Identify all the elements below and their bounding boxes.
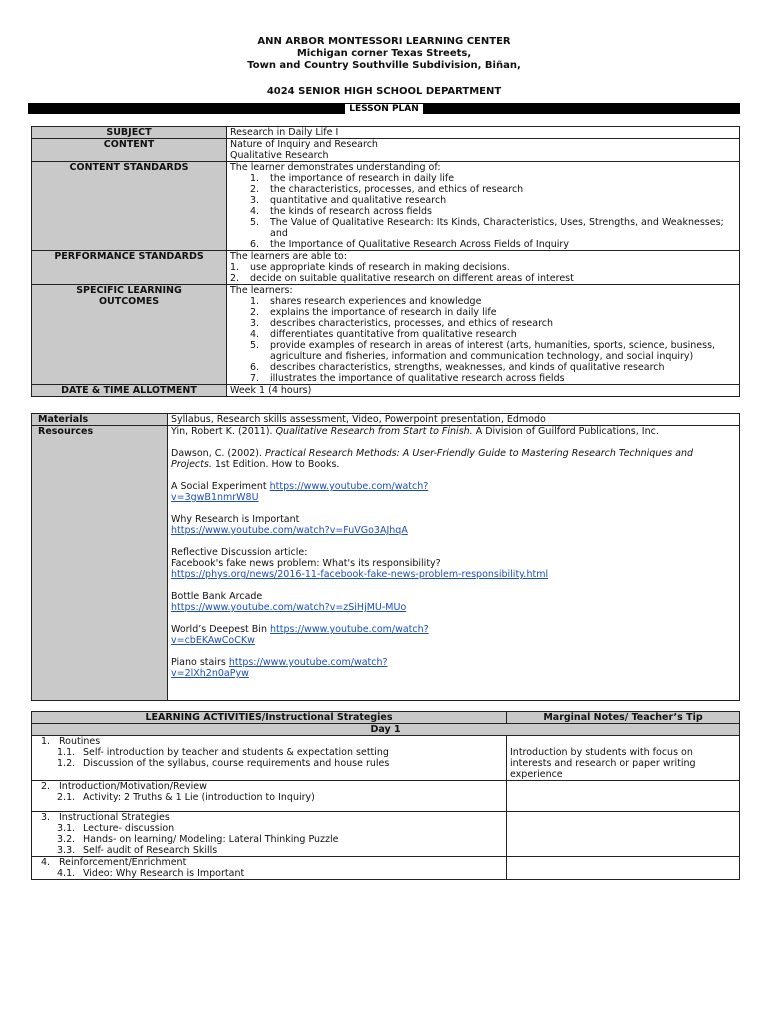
subject-row — [32, 127, 740, 139]
reinforcement-title: Reinforcement/Enrichment — [59, 857, 187, 868]
routines-title: Routines — [59, 736, 101, 747]
resource-social-experiment: A Social Experiment https://www.youtube.com/watch? — [171, 481, 429, 492]
content-standards-row — [32, 162, 740, 251]
list-item: 6. describes characteristics, strengths, weaknesses, and kinds of qualitative research — [250, 362, 665, 373]
reflective-article-link[interactable]: https://phys.org/news/2016-11-facebook-fake-news-problem-responsibility.html — [171, 569, 549, 580]
date-row — [32, 385, 740, 397]
instructional-row — [32, 812, 740, 857]
list-item: 2. the characteristics, processes, and ethics of research — [250, 184, 524, 195]
social-experiment-link-cont[interactable]: v=3gwB1nmrW8U — [171, 492, 259, 503]
list-item: 5. The Value of Qualitative Research: Its Kinds, Characteristics, Uses, Strengths, and Weaknesses; and — [250, 217, 724, 239]
outcomes-value — [227, 285, 740, 385]
resource-bottle-bank: Bottle Bank Arcade — [171, 591, 263, 602]
list-item: 4. differentiates quantitative from qualitative research — [250, 329, 517, 340]
date-label: DATE & TIME ALLOTMENT — [32, 385, 227, 397]
resource-reflective-title: Facebook's fake news problem: What's its responsibility? — [171, 558, 441, 569]
outcomes-intro: The learners: — [230, 285, 293, 296]
introduction-title: Introduction/Motivation/Review — [59, 781, 207, 792]
department-name: 4024 SENIOR HIGH SCHOOL DEPARTMENT — [266, 86, 502, 97]
resource-piano-stairs: Piano stairs https://www.youtube.com/watch? — [171, 657, 388, 668]
reference-dawson: Dawson, C. (2002). Practical Research Methods: A User-Friendly Guide to Mastering Research Techniques and Projects. 1st Edition. How to Books. — [171, 448, 694, 470]
content-standards-value — [227, 162, 740, 251]
resource-why-research: Why Research is Important — [171, 514, 300, 525]
deepest-bin-link-cont[interactable]: v=cbEKAwCoCKw — [171, 635, 255, 646]
list-item: 2. explains the importance of research in daily life — [250, 307, 497, 318]
resources-value — [168, 426, 740, 701]
deepest-bin-link[interactable]: https://www.youtube.com/watch? — [270, 624, 429, 635]
piano-stairs-link-cont[interactable]: v=2lXh2n0aPyw — [171, 668, 249, 679]
social-experiment-link[interactable]: https://www.youtube.com/watch? — [269, 481, 429, 492]
subject-value: Research in Daily Life I — [227, 127, 740, 139]
school-address-1: Michigan corner Texas Streets, — [296, 48, 472, 59]
list-item: 3. describes characteristics, processes, and ethics of research — [250, 318, 554, 329]
content-label: CONTENT — [32, 139, 227, 162]
reinforcement-cell: 4. Reinforcement/Enrichment 4.1. Video: Why Research is Important — [32, 857, 507, 880]
piano-stairs-link[interactable]: https://www.youtube.com/watch? — [228, 657, 388, 668]
list-item: 7. illustrates the importance of qualitative research across fields — [250, 373, 565, 384]
school-name: ANN ARBOR MONTESSORI LEARNING CENTER — [257, 36, 511, 47]
lesson-plan-banner — [28, 103, 740, 114]
content-value — [227, 139, 740, 162]
notes-column-header: Marginal Notes/ Teacher’s Tip — [507, 712, 740, 724]
content-line: Nature of Inquiry and Research — [230, 139, 378, 150]
day-label: Day 1 — [32, 724, 740, 736]
date-value: Week 1 (4 hours) — [227, 385, 740, 397]
routines-row — [32, 736, 740, 781]
school-address-2: Town and Country Southville Subdivision, Biñan, — [247, 60, 521, 71]
performance-list — [230, 262, 736, 284]
list-item: 6. the Importance of Qualitative Research Across Fields of Inquiry — [250, 239, 569, 250]
outcomes-row — [32, 285, 740, 385]
list-item: 1. shares research experiences and knowledge — [250, 296, 482, 307]
reinforcement-row — [32, 857, 740, 880]
introduction-cell: 2. Introduction/Motivation/Review 2.1. Activity: 2 Truths & 1 Lie (introduction to Inquiry) — [32, 781, 507, 812]
performance-intro: The learners are able to: — [230, 251, 347, 262]
reference-yin: Yin, Robert K. (2011). Qualitative Research from Start to Finish. A Division of Guilford Publications, Inc. — [171, 426, 659, 437]
outcomes-label: SPECIFIC LEARNING OUTCOMES — [32, 285, 227, 385]
activities-header-row — [32, 712, 740, 724]
outcomes-list — [230, 296, 736, 384]
list-item: 5. provide examples of research in areas of interest (arts, humanities, sports, science, business, agriculture and fisheries, information and communication technology, and social inquiry) — [250, 340, 716, 362]
list-item: 4. the kinds of research across fields — [250, 206, 432, 217]
reinforcement-note — [507, 857, 740, 880]
content-row — [32, 139, 740, 162]
resources-row — [32, 426, 740, 701]
document-header — [0, 36, 768, 98]
resources-label: Resources — [32, 426, 168, 701]
introduction-row — [32, 781, 740, 812]
list-item: 1. use appropriate kinds of research in making decisions. — [230, 262, 510, 273]
performance-standards-value — [227, 251, 740, 285]
resource-reflective-label: Reflective Discussion article: — [171, 547, 308, 558]
content-standards-intro: The learner demonstrates understanding of: — [230, 162, 441, 173]
bottle-bank-link[interactable]: https://www.youtube.com/watch?v=zSiHjMU-MUo — [171, 602, 407, 613]
content-standards-label: CONTENT STANDARDS — [32, 162, 227, 251]
why-research-link[interactable]: https://www.youtube.com/watch?v=FuVGo3AJhqA — [171, 525, 408, 536]
list-item: 3. quantitative and qualitative research — [250, 195, 447, 206]
lesson-plan-label: LESSON PLAN — [345, 104, 423, 114]
performance-standards-row — [32, 251, 740, 285]
day-row — [32, 724, 740, 736]
materials-label: Materials — [32, 414, 168, 426]
routines-note: Introduction by students with focus on interests and research or paper writing experience — [507, 736, 740, 781]
resource-deepest-bin: World’s Deepest Bin https://www.youtube.com/watch? — [171, 624, 429, 635]
list-item: 1. the importance of research in daily life — [250, 173, 455, 184]
materials-value: Syllabus, Research skills assessment, Video, Powerpoint presentation, Edmodo — [168, 414, 740, 426]
performance-standards-label: PERFORMANCE STANDARDS — [32, 251, 227, 285]
activities-column-header: LEARNING ACTIVITIES/Instructional Strategies — [32, 712, 507, 724]
content-standards-list — [230, 173, 736, 250]
list-item: 2. decide on suitable qualitative research on different areas of interest — [230, 273, 574, 284]
content-line: Qualitative Research — [230, 150, 329, 161]
instructional-cell: 3. Instructional Strategies 3.1. Lecture- discussion 3.2. Hands- on learning/ Modeling: Lateral Thinking Puzzle 3.3. Self- audit of Research Skills — [32, 812, 507, 857]
materials-row — [32, 414, 740, 426]
learning-activities-table — [31, 711, 740, 880]
instructional-note — [507, 812, 740, 857]
plan-overview-table — [31, 126, 740, 397]
subject-label: SUBJECT — [32, 127, 227, 139]
instructional-title: Instructional Strategies — [59, 812, 170, 823]
routines-cell: 1. Routines 1.1. Self- introduction by teacher and students & expectation setting 1.2. Discussion of the syllabus, course requirements and house rules — [32, 736, 507, 781]
introduction-note — [507, 781, 740, 812]
materials-resources-table — [31, 413, 740, 701]
